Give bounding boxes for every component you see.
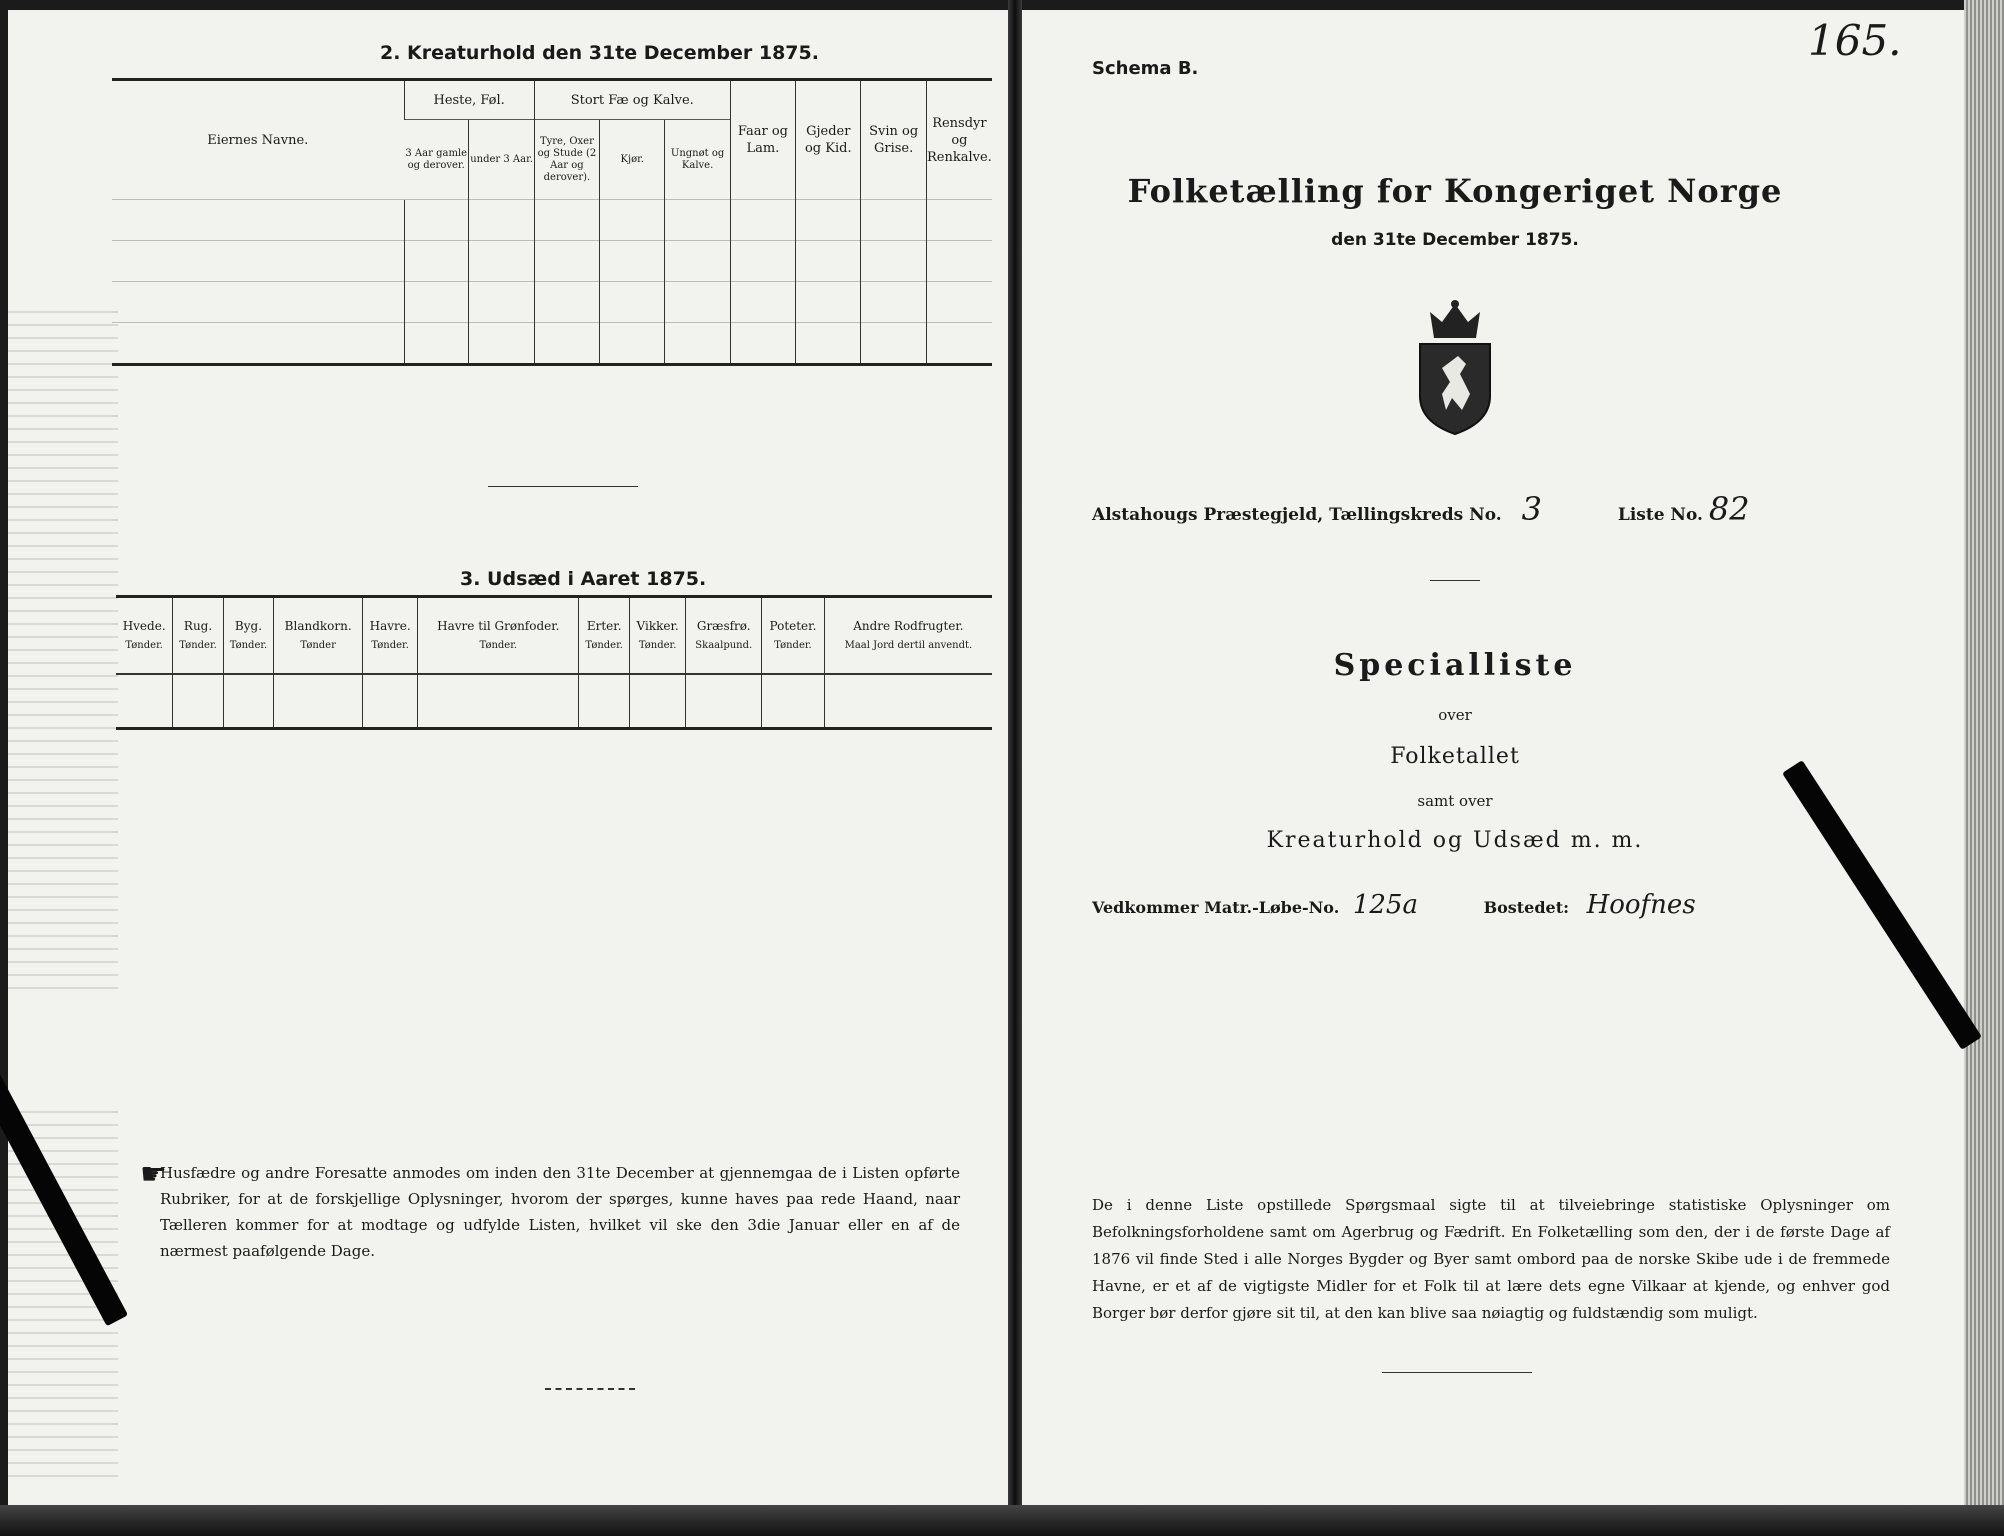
property-info-line: [1092, 890, 1872, 920]
table-row: [112, 282, 992, 323]
crop-header: [418, 597, 579, 675]
page-title: Folketælling for Kongeriget Norge: [1127, 172, 1783, 210]
book-gutter: [1008, 0, 1022, 1536]
bosted-value: Hoofnes: [1586, 890, 1696, 920]
goats-header: Gjeder og Kid.: [796, 80, 861, 200]
crop-cell: [116, 674, 173, 729]
young-cattle-header: Ungnøt og Kalve.: [665, 120, 730, 200]
district-info-line: [1092, 490, 1872, 528]
crop-header: [274, 597, 363, 675]
crop-cell: [363, 674, 418, 729]
horses-under3-header: under 3 Aar.: [469, 120, 534, 200]
crop-header: [629, 597, 685, 675]
crop-cell: [629, 674, 685, 729]
crop-unit: Tønder.: [179, 639, 217, 651]
page-number: 165.: [1808, 16, 1902, 65]
table-row: [112, 323, 992, 365]
crop-cell: [762, 674, 825, 729]
table-row: [116, 674, 992, 729]
section3-title: 3. Udsæd i Aaret 1875.: [460, 568, 707, 590]
table-row: [112, 200, 992, 241]
bosted-label: Bostedet:: [1483, 898, 1569, 917]
divider-rule: [488, 486, 638, 487]
crop-header: [173, 597, 223, 675]
crop-unit: Tønder.: [479, 639, 518, 651]
crop-unit: Tønder: [300, 639, 336, 651]
horses-3yr-header: 3 Aar gamle og derover.: [404, 120, 469, 200]
divider-rule: [545, 1388, 635, 1390]
crop-header: [223, 597, 273, 675]
crop-unit: Tønder.: [229, 639, 268, 651]
description-paragraph: De i denne Liste opstillede Spørgsmaal sigte til at tilveiebringe statistiske Oplysninger om Befolkningsforholdene samt om Agerbrug og Fædrift. En Folketælling som den, der i de første Dage af 1876 vil finde Sted i alle Norges Bygder og Byer samt ombord paa de norske Skibe ude i de fremmede Havne, er et af de vigtigste Midler for et Folk til at lære dets egne Vilkaar at kjende, og enhver god Borger bør derfor gjøre sit til, at den kan blive saa nøiagtig og fuldstændig som muligt.: [1092, 1196, 1890, 1322]
reindeer-header: Rensdyr og Renkalve.: [926, 80, 992, 200]
crop-name: Andre Rodfrugter.: [853, 618, 964, 633]
livestock-table: [112, 78, 992, 366]
crop-header: [762, 597, 825, 675]
divider-rule: [1430, 580, 1480, 581]
crop-header: [824, 597, 992, 675]
special-list-title: Specialliste: [1333, 648, 1577, 683]
crop-cell: [824, 674, 992, 729]
crop-unit: Skaalpund.: [695, 639, 753, 651]
crop-header: [579, 597, 629, 675]
table-row: [112, 241, 992, 282]
bulls-oxen-header: Tyre, Oxer og Stude (2 Aar og derover).: [534, 120, 599, 200]
crop-name: Rug.: [183, 618, 213, 633]
bottom-shadow: [0, 1505, 2004, 1536]
crop-name: Erter.: [586, 618, 622, 633]
page-edges: [1964, 0, 2004, 1536]
crops-table: [116, 595, 992, 730]
parish-name: Alstahougs Præstegjeld,: [1092, 505, 1324, 525]
cattle-group-header: Stort Fæ og Kalve.: [534, 80, 730, 120]
crop-cell: [686, 674, 762, 729]
instructions-notice: Husfædre og andre Foresatte anmodes om inden den 31te December at gjennemgaa de i Listen opførte Rubriker, for at de forskjellige Oplysninger, hvorom der spørges, kunne haves paa rede Haand, naar Tælleren kommer for at modtage og udfylde Listen, hvilket vil ske den 3die Januar eller en af de nærmest paafølgende Dage.: [160, 1164, 960, 1260]
crop-unit: Tønder.: [585, 639, 623, 651]
folketallet-text: Folketallet: [1390, 744, 1520, 769]
census-date: den 31te December 1875.: [1331, 230, 1579, 250]
crop-name: Poteter.: [769, 618, 817, 633]
divider-rule: [1382, 1372, 1532, 1373]
crop-cell: [418, 674, 579, 729]
livestock-subtitle: Kreaturhold og Udsæd m. m.: [1266, 828, 1644, 853]
schema-label: Schema B.: [1092, 58, 1199, 79]
district-number: 3: [1521, 490, 1542, 528]
crop-name: Havre til Grønfoder.: [437, 618, 560, 633]
crop-name: Hvede.: [122, 618, 166, 633]
crop-unit: Tønder.: [125, 639, 163, 651]
district-label: Tællingskreds No.: [1329, 505, 1502, 525]
matr-number: 125a: [1352, 890, 1418, 920]
crop-unit: Maal Jord dertil anvendt.: [844, 639, 973, 651]
crop-header: [363, 597, 418, 675]
crop-cell: [173, 674, 223, 729]
crop-unit: Tønder.: [638, 639, 677, 651]
matr-label: Vedkommer Matr.-Løbe-No.: [1092, 898, 1340, 917]
horses-group-header: Heste, Føl.: [404, 80, 534, 120]
crop-cell: [579, 674, 629, 729]
sheep-header: Faar og Lam.: [730, 80, 795, 200]
list-label: Liste No.: [1617, 505, 1703, 525]
crop-header: [686, 597, 762, 675]
crop-unit: Tønder.: [371, 639, 409, 651]
bleed-through-texture: [8, 300, 118, 1000]
crop-name: Blandkorn.: [284, 618, 352, 633]
over-text: over: [1438, 706, 1472, 724]
crop-header: [116, 597, 173, 675]
samt-over-text: samt over: [1417, 792, 1493, 810]
crop-unit: Tønder.: [774, 639, 812, 651]
coat-of-arms-icon: [1412, 298, 1498, 436]
crop-name: Vikker.: [636, 618, 679, 633]
pointing-hand-icon: ☛: [140, 1157, 167, 1192]
section2-title: 2. Kreaturhold den 31te December 1875.: [380, 42, 819, 64]
owner-name-header: Eiernes Navne.: [207, 132, 309, 148]
crop-name: Havre.: [369, 618, 411, 633]
crop-cell: [223, 674, 273, 729]
list-number: 82: [1708, 490, 1750, 528]
cows-header: Kjør.: [600, 120, 665, 200]
pigs-header: Svin og Grise.: [861, 80, 926, 200]
crop-cell: [274, 674, 363, 729]
crop-name: Byg.: [234, 618, 263, 633]
crop-name: Græsfrø.: [696, 618, 751, 633]
